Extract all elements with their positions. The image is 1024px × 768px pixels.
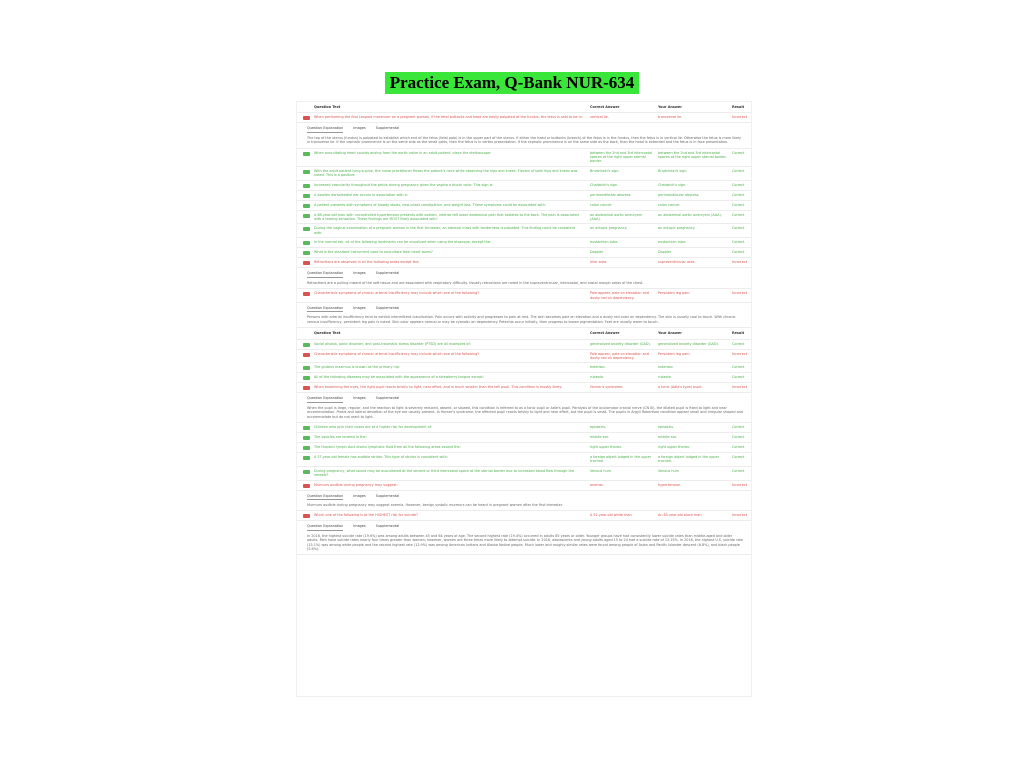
result-label: Incorrect bbox=[732, 291, 748, 296]
your-answer: colon cancer. bbox=[658, 202, 681, 207]
expand-plus-icon[interactable] bbox=[303, 376, 310, 380]
table-row bbox=[297, 113, 751, 123]
result-label: Correct bbox=[732, 182, 745, 187]
explanation-panel bbox=[297, 491, 751, 512]
correct-answer: middle ear. bbox=[590, 434, 609, 439]
your-answer: middle ear. bbox=[658, 434, 677, 439]
explanation-tabs bbox=[307, 271, 743, 277]
tab-images[interactable]: Images bbox=[353, 396, 366, 401]
table-row bbox=[297, 224, 751, 238]
header-question: Question Text bbox=[314, 105, 341, 109]
correct-answer: an ectopic pregnancy. bbox=[590, 226, 628, 231]
tab-supplemental[interactable]: Supplemental bbox=[375, 271, 400, 276]
correct-answer: eustachian tube. bbox=[590, 240, 619, 245]
question-text: A 37-year-old female has audible stridor. This type of stridor is consistent with: bbox=[314, 454, 448, 459]
tab-images[interactable]: Images bbox=[353, 305, 366, 310]
your-answer: An 85-year-old black man bbox=[658, 513, 702, 518]
table-row bbox=[297, 363, 751, 373]
your-answer: rubeola. bbox=[658, 375, 672, 380]
tab-question-explanation[interactable]: Question Explanation bbox=[307, 126, 343, 132]
table-row bbox=[297, 511, 751, 521]
question-text: In the normal ear, all of the following landmarks can be visualized when using the otoscope, except the: bbox=[314, 240, 492, 245]
collapse-minus-icon[interactable] bbox=[303, 261, 310, 265]
result-label: Incorrect bbox=[732, 482, 748, 487]
question-text: Which one of the following is at the HIGHEST risk for suicide? bbox=[314, 513, 418, 518]
expand-plus-icon[interactable] bbox=[303, 426, 310, 430]
explanation-panel bbox=[297, 393, 751, 423]
title-wrap bbox=[0, 72, 1024, 94]
your-answer: eustachian tube. bbox=[658, 240, 687, 245]
question-text: Children who pick their noses are at a higher risk for development of: bbox=[314, 424, 432, 429]
header-spacer bbox=[297, 105, 314, 109]
header-correct-answer: Correct Answer bbox=[590, 331, 620, 336]
table-row bbox=[297, 149, 751, 167]
explanation-panel bbox=[297, 268, 751, 289]
collapse-minus-icon[interactable] bbox=[303, 116, 310, 120]
tab-question-explanation[interactable]: Question Explanation bbox=[307, 306, 343, 312]
explanation-panel bbox=[297, 521, 751, 555]
collapse-minus-icon[interactable] bbox=[303, 514, 310, 518]
table-row bbox=[297, 191, 751, 201]
correct-answer: rubeola. bbox=[590, 375, 604, 380]
table-row bbox=[297, 481, 751, 491]
correct-answer: perimandibular abscess. bbox=[590, 192, 632, 197]
correct-answer: between the 2nd and 3rd intercostal spaces at the right upper sternal border. bbox=[590, 150, 652, 164]
result-label: Incorrect bbox=[732, 385, 748, 390]
correct-answer: Doppler bbox=[590, 250, 604, 255]
header-result: Result bbox=[732, 105, 745, 109]
your-answer: supraventricular area. bbox=[658, 260, 696, 265]
expand-plus-icon[interactable] bbox=[303, 241, 310, 245]
question-text: The gluteus maximus is known as the primary hip: bbox=[314, 365, 400, 370]
collapse-minus-icon[interactable] bbox=[303, 353, 310, 357]
your-answer: an abdominal aortic aneurysm (AAA). bbox=[658, 212, 722, 217]
your-answer: transverse lie. bbox=[658, 115, 683, 120]
explanation-panel bbox=[297, 303, 751, 328]
result-label: Incorrect bbox=[732, 351, 748, 356]
collapse-minus-icon[interactable] bbox=[303, 484, 310, 488]
question-text: Characteristic symptoms of chronic arterial insufficiency may include which one of the following? bbox=[314, 291, 480, 296]
result-label: Correct bbox=[732, 150, 745, 155]
expand-plus-icon[interactable] bbox=[303, 470, 310, 474]
table-row bbox=[297, 167, 751, 181]
correct-answer: vertical lie. bbox=[590, 115, 609, 120]
expand-plus-icon[interactable] bbox=[303, 184, 310, 188]
expand-plus-icon[interactable] bbox=[303, 170, 310, 174]
expand-plus-icon[interactable] bbox=[303, 366, 310, 370]
correct-answer: Horner's syndrome. bbox=[590, 385, 624, 390]
explanation-text: Persons with arterial insufficiency tend to exhibit intermittent claudication. Pain occurs with activity and progresses to pain at rest. The skin becomes pale on elevation and a dusky red color on dependency. The skin is usually cool to touch. With chronic venous insufficiency, persistent leg pain is noted. Skin color appears normal or may be cyanotic on dependency. Petechia occur initially, then progress to brown pigmentation. Feet are usually warm to touch. bbox=[307, 315, 736, 324]
table-row bbox=[297, 433, 751, 443]
question-text: Social phobia, panic disorder, and post-traumatic stress disorder (PTSD) are all examples of: bbox=[314, 341, 471, 346]
header-spacer bbox=[297, 331, 314, 335]
expand-plus-icon[interactable] bbox=[303, 204, 310, 208]
correct-answer: extensor. bbox=[590, 365, 606, 370]
your-answer: hypertension. bbox=[658, 482, 682, 487]
result-label: Correct bbox=[732, 202, 745, 207]
question-text: During the vaginal examination of a pregnant woman in the first trimester, an adnexal mass with tenderness is palpated. This finding could be consistent with: bbox=[314, 226, 576, 235]
question-text: The thoracic lymph duct drains lymphatic fluid from all the following areas except the: bbox=[314, 444, 461, 449]
your-answer: a tonic (Adie's type) pupil. bbox=[658, 385, 703, 390]
explanation-text: When the pupil is large, regular, and the reaction to light is severely reduced, absent, or slowed, this condition is referred to as a tonic pupil or Adie's pupil. Paralysis of the oculomotor cranial nerve (CN III), the dilated pupil is fixed to light and near accommodation. Ptosis and lateral deviation of the eye are usually present. In Horner's syndrome, the affected pupil reacts briskly to light and near effort, but the pupil is small. The pupils in Argyll Robertson condition appear small and irregular shaped and accommodate but do not react to light. bbox=[307, 405, 743, 419]
question-text: What is the standard instrument used to auscultate fetal heart tones? bbox=[314, 250, 433, 255]
tab-supplemental[interactable]: Supplemental bbox=[375, 396, 400, 401]
question-text: All of the following diseases may be associated with the appearance of a strawberry tongue except: bbox=[314, 375, 484, 380]
your-answer: a foreign object lodged in the upper trachea. bbox=[658, 454, 720, 464]
explanation-tabs bbox=[307, 396, 743, 402]
your-answer: perimandibular abscess. bbox=[658, 192, 700, 197]
table-row bbox=[297, 289, 751, 303]
question-text: Increased vascularity throughout the pelvis during pregnancy gives the vagina a bluish color. This sign is: bbox=[314, 182, 494, 187]
question-text: A swollen dorsomedial ear occurs in association with a: bbox=[314, 192, 408, 197]
result-label: Correct bbox=[732, 240, 745, 245]
result-label: Correct bbox=[732, 468, 745, 473]
result-label: Correct bbox=[732, 375, 745, 380]
tab-supplemental[interactable]: Supplemental bbox=[375, 524, 400, 529]
your-answer: Persistent leg pain. bbox=[658, 291, 691, 296]
correct-answer: A 52-year-old white man bbox=[590, 513, 632, 518]
your-answer: generalized anxiety disorder (GAD). bbox=[658, 341, 719, 346]
correct-answer: colon cancer. bbox=[590, 202, 613, 207]
table-row bbox=[297, 248, 751, 258]
correct-answer: an abdominal aortic aneurysm (AAA). bbox=[590, 212, 642, 222]
table-row bbox=[297, 340, 751, 350]
result-label: Correct bbox=[732, 454, 745, 459]
result-label: Correct bbox=[732, 168, 745, 173]
correct-answer: Chadwick's sign. bbox=[590, 182, 619, 187]
result-label: Correct bbox=[732, 250, 745, 255]
question-text: With the adult patient lying supine, the nurse practitioner flexes the patient's neck while observing the hips and knees. Flexion of both hips and knees was noted. This is a positive: bbox=[314, 168, 578, 178]
correct-answer: generalized anxiety disorder (GAD). bbox=[590, 341, 651, 346]
table-row bbox=[297, 181, 751, 191]
question-text: When examining the eyes, the right pupil reacts briskly to light, near effort, and is much smaller than the left pupil. This condition is mostly likely: bbox=[314, 385, 563, 390]
expand-plus-icon[interactable] bbox=[303, 251, 310, 255]
expand-plus-icon[interactable] bbox=[303, 343, 310, 347]
explanation-text: Retractions are a pulling inward of the soft tissue and are associated with respiratory difficulty. Usually retractions are noted in the supraventricular, intercostal, and costal margin areas of the chest. bbox=[307, 280, 644, 285]
your-answer: extensor. bbox=[658, 365, 674, 370]
table-row bbox=[297, 350, 751, 364]
result-label: Correct bbox=[732, 192, 745, 197]
question-text: During pregnancy, what sound may be auscultated at the second or third intercostal space at the sternal border due to increased blood flow through the vessels? bbox=[314, 468, 575, 478]
your-answer: Venous hum bbox=[658, 468, 679, 473]
correct-answer: anemia. bbox=[590, 482, 604, 487]
table-row bbox=[297, 238, 751, 248]
tab-images[interactable]: Images bbox=[353, 524, 366, 529]
result-label: Correct bbox=[732, 424, 745, 429]
expand-plus-icon[interactable] bbox=[303, 456, 310, 460]
explanation-tabs bbox=[307, 524, 743, 530]
tab-images[interactable]: Images bbox=[353, 271, 366, 276]
result-label: Correct bbox=[732, 434, 745, 439]
table-row bbox=[297, 211, 751, 225]
header-correct-answer: Correct Answer bbox=[590, 105, 620, 109]
your-answer: between the 2nd and 3rd intercostal spaces at the right upper sternal border. bbox=[658, 150, 727, 160]
tab-question-explanation[interactable]: Question Explanation bbox=[307, 524, 343, 530]
your-answer: an ectopic pregnancy. bbox=[658, 226, 696, 231]
correct-answer: Brudzinski's sign. bbox=[590, 168, 620, 173]
tab-supplemental[interactable]: Supplemental bbox=[375, 126, 400, 131]
explanation-tabs bbox=[307, 126, 743, 132]
correct-answer: a foreign object lodged in the upper trachea. bbox=[590, 454, 652, 464]
table-header-row bbox=[297, 328, 751, 339]
correct-answer: hilar area. bbox=[590, 260, 608, 265]
result-label: Correct bbox=[732, 226, 745, 231]
tab-question-explanation[interactable]: Question Explanation bbox=[307, 271, 343, 277]
table-header-row bbox=[297, 102, 751, 113]
table-row bbox=[297, 467, 751, 481]
question-text: Retractions are observed in all the following areas except the: bbox=[314, 260, 420, 265]
result-label: Correct bbox=[732, 444, 745, 449]
expand-plus-icon[interactable] bbox=[303, 446, 310, 450]
expand-plus-icon[interactable] bbox=[303, 227, 310, 231]
result-label: Correct bbox=[732, 365, 745, 370]
expand-plus-icon[interactable] bbox=[303, 214, 310, 218]
explanation-tabs bbox=[307, 306, 743, 312]
correct-answer: Pale appear, pale on elevation and dusky red on dependency. bbox=[590, 291, 649, 300]
your-answer: Chadwick's sign. bbox=[658, 182, 687, 187]
table-row bbox=[297, 423, 751, 433]
table-row bbox=[297, 453, 751, 467]
header-question: Question Text bbox=[314, 331, 341, 336]
result-label: Correct bbox=[732, 212, 745, 217]
tab-images[interactable]: Images bbox=[353, 126, 366, 131]
result-label: Correct bbox=[732, 341, 745, 346]
question-text: The ossicles are located in the: bbox=[314, 434, 367, 439]
table-row bbox=[297, 258, 751, 268]
your-answer: Persistent leg pain. bbox=[658, 351, 691, 356]
your-answer: right upper thorax. bbox=[658, 444, 691, 449]
question-text: Murmurs audible during pregnancy may suggest: bbox=[314, 482, 398, 487]
collapse-minus-icon[interactable] bbox=[303, 386, 310, 390]
explanation-panel bbox=[297, 123, 751, 148]
question-text: A 68-year-old man with uncontrolled hypertension presents with sudden, intense left lower abdominal pain that radiates to the back. The pain is associated with a tearing sensation. These findings are MOST likely associated with: bbox=[314, 212, 579, 222]
explanation-text: Murmurs audible during pregnancy may suggest anemia. However, benign systolic murmurs can be heard in pregnant women after the first trimester. bbox=[307, 503, 563, 507]
tab-supplemental[interactable]: Supplemental bbox=[375, 305, 400, 310]
table-row bbox=[297, 201, 751, 211]
page-title: Practice Exam, Q-Bank NUR-634 bbox=[385, 72, 640, 94]
tab-supplemental[interactable]: Supplemental bbox=[375, 493, 400, 498]
result-label: Incorrect bbox=[732, 115, 748, 120]
results-table bbox=[296, 101, 752, 697]
table-row bbox=[297, 383, 751, 393]
correct-answer: right upper thorax. bbox=[590, 444, 623, 449]
tab-question-explanation[interactable]: Question Explanation bbox=[307, 396, 343, 402]
table-row bbox=[297, 443, 751, 453]
collapse-minus-icon[interactable] bbox=[303, 292, 310, 296]
correct-answer: epistaxis. bbox=[590, 424, 607, 429]
your-answer: Doppler bbox=[658, 250, 672, 255]
tab-question-explanation[interactable]: Question Explanation bbox=[307, 494, 343, 500]
explanation-tabs bbox=[307, 494, 743, 500]
result-label: Incorrect bbox=[732, 513, 748, 518]
your-answer: Brudzinski's sign. bbox=[658, 168, 688, 173]
table-row bbox=[297, 373, 751, 383]
expand-plus-icon[interactable] bbox=[303, 152, 310, 156]
expand-plus-icon[interactable] bbox=[303, 436, 310, 440]
your-answer: epistaxis. bbox=[658, 424, 675, 429]
question-text: Characteristic symptoms of chronic arterial insufficiency may include which one of the following? bbox=[314, 351, 480, 356]
question-text: When auscultating heart sounds arising from the aortic valve in an adult patient, place the stethoscope: bbox=[314, 150, 492, 155]
correct-answer: Pale appear, pale on elevation and dusky red on dependency. bbox=[590, 351, 649, 360]
correct-answer: Venous hum bbox=[590, 468, 611, 473]
tab-images[interactable]: Images bbox=[353, 493, 366, 498]
result-label: Incorrect bbox=[732, 260, 748, 265]
expand-plus-icon[interactable] bbox=[303, 194, 310, 198]
question-text: A patient presents with symptoms of bloody stools, new-onset constipation, and weight loss. These symptoms could be associated with: bbox=[314, 202, 546, 207]
explanation-text: In 2016, the highest suicide rate (19.6%) was among adults between 45 and 64 years of age. The second highest rate (19.4%) occurred in adults 85 years or older. Younger groups have had consistently lower suicide rates than middle-aged and older adults. Men have suicide rates nearly four times greater than women; however, women are three times more likely to attempt suicide. In 2016, adolescents and young adults aged 15 to 24 had a suicide rate of 13.15%. In 2016, the highest U.S. suicide rate (15.1%) was among white people and the second highest rate (12.9%) was among American Indians and Alaska Native people. Much lower and roughly similar rates were found among people of Asian and Pacific Islander descent (6.8%), and black people (5.6%). bbox=[307, 533, 743, 552]
header-your-answer: Your Answer bbox=[658, 331, 682, 336]
question-text: When performing the first Leopold maneuver on a pregnant woman, if the fetal buttocks and head are easily palpated at the fundus, the fetus is said to be in: bbox=[314, 115, 583, 120]
explanation-text: The top of the uterus (fundus) is palpated to establish which end of the fetus (fetal pole) is in the upper part of the uterus. If either the head or buttocks (breech) of the fetus is in the fundus, then the fetus is in vertical lie. Otherwise the fetus is more likely in transverse lie. If the cephalic prominence is on the same side as the small parts, then the fetus is in vertex presentation. If the cephalic prominence is on the same side as the back, then the head is extended and the fetus is in face presentation. bbox=[307, 135, 742, 145]
header-your-answer: Your Answer bbox=[658, 105, 682, 109]
header-result: Result bbox=[732, 331, 745, 336]
